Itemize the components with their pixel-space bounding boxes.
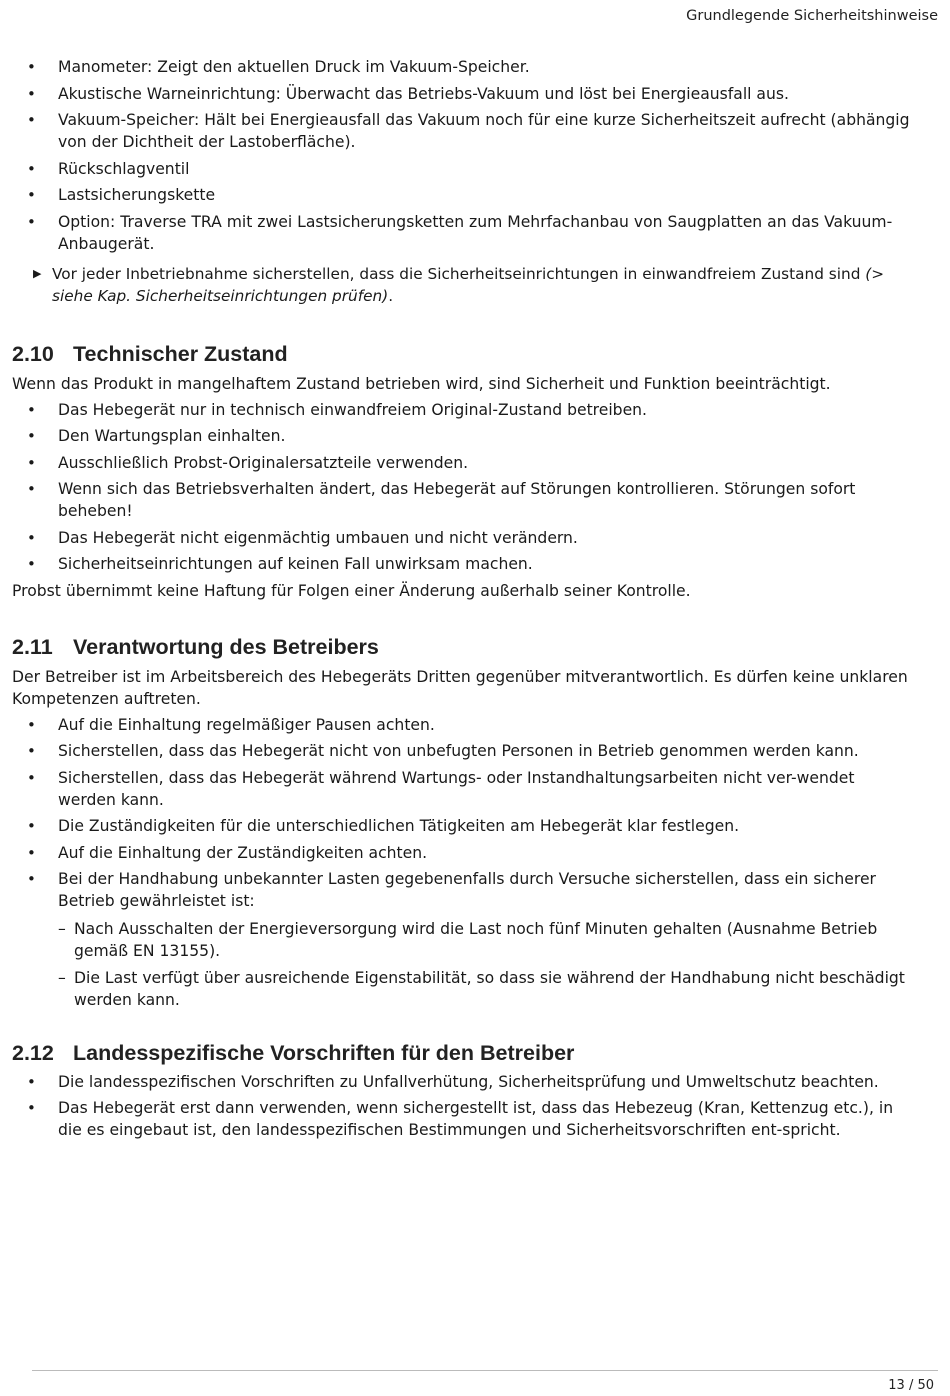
list-item: • Den Wartungsplan einhalten. — [12, 425, 912, 447]
section-heading — [12, 1039, 912, 1067]
chapter-reference-link[interactable]: (> siehe Kap. Sicherheitseinrichtungen prüfen) — [52, 264, 885, 305]
list-item: • Sicherheitseinrichtungen auf keinen Fall unwirksam machen. — [12, 553, 912, 575]
list-item: • Das Hebegerät nur in technisch einwandfreiem Original-Zustand betreiben. — [12, 399, 912, 421]
list-item: • Lastsicherungskette — [12, 184, 912, 206]
list-item: • Rückschlagventil — [12, 158, 912, 180]
list-item: • Manometer: Zeigt den aktuellen Druck im Vakuum-Speicher. — [12, 56, 912, 78]
section-intro: Der Betreiber ist im Arbeitsbereich des Hebegeräts Dritten gegenüber mitverantwortlich. Es dürfen keine unklaren Kompetenzen auftreten. — [12, 667, 908, 708]
list-item: • Akustische Warneinrichtung: Überwacht das Betriebs-Vakuum und löst bei Energieausfall aus. — [12, 83, 912, 105]
section-title: Technischer Zustand — [73, 341, 288, 366]
section-intro: Wenn das Produkt in mangelhaftem Zustand betrieben wird, sind Sicherheit und Funktion beeinträchtigt. — [12, 374, 831, 393]
list-item: • Sicherstellen, dass das Hebegerät während Wartungs- oder Instandhaltungsarbeiten nicht ver-wendet werden kann. — [12, 767, 912, 811]
list-item: • Wenn sich das Betriebsverhalten ändert, das Hebegerät auf Störungen kontrollieren. Störungen sofort beheben! — [12, 478, 912, 522]
section-number: 2.12 — [12, 1040, 54, 1065]
sub-list-item: – Die Last verfügt über ausreichende Eigenstabilität, so dass sie während der Handhabung nicht beschädigt werden kann. — [58, 967, 912, 1011]
list-item: • Option: Traverse TRA mit zwei Lastsicherungsketten zum Mehrfachanbau von Saugplatten an das Vakuum-Anbaugerät. — [12, 211, 912, 255]
triangle-right-icon: ▶ — [33, 266, 42, 280]
list-item-text: Bei der Handhabung unbekannter Lasten gegebenenfalls durch Versuche sicherstellen, dass ein sicherer Betrieb gewährleistet ist: — [58, 870, 876, 910]
section-outro: Probst übernimmt keine Haftung für Folgen einer Änderung außerhalb seiner Kontrolle. — [12, 581, 691, 600]
sub-list-item: – Nach Ausschalten der Energieversorgung wird die Last noch fünf Minuten gehalten (Ausnahme Betrieb gemäß EN 13155). — [58, 918, 912, 962]
sub-list — [58, 918, 912, 1011]
page-header-title: Grundlegende Sicherheitshinweise — [686, 8, 938, 24]
list-item: • Das Hebegerät nicht eigenmächtig umbauen und nicht verändern. — [12, 527, 912, 549]
operator-responsibility-list — [12, 714, 912, 1011]
section-number: 2.11 — [12, 634, 53, 659]
list-item: • Das Hebegerät erst dann verwenden, wenn sichergestellt ist, dass das Hebezeug (Kran, Kettenzug etc.), in die es eingebaut ist, den landesspezifischen Bestimmungen und Sicherheitsvorschriften ent-spricht. — [12, 1097, 912, 1141]
list-item: • Auf die Einhaltung der Zuständigkeiten achten. — [12, 842, 912, 864]
list-item: • Die Zuständigkeiten für die unterschiedlichen Tätigkeiten am Hebegerät klar festlegen. — [12, 815, 912, 837]
section-2-12 — [12, 1039, 912, 1142]
list-item — [12, 868, 912, 1011]
footer-divider — [32, 1370, 938, 1371]
list-item: • Ausschließlich Probst-Originalersatzteile verwenden. — [12, 452, 912, 474]
instruction-step — [12, 263, 912, 307]
section-number: 2.10 — [12, 341, 54, 366]
section-title: Landesspezifische Vorschriften für den Betreiber — [73, 1040, 575, 1065]
list-item: • Die landesspezifischen Vorschriften zu Unfallverhütung, Sicherheitsprüfung und Umweltschutz beachten. — [12, 1071, 912, 1093]
instruction-text: Vor jeder Inbetriebnahme sicherstellen, dass die Sicherheitseinrichtungen in einwandfreiem Zustand sind — [52, 264, 866, 283]
section-title: Verantwortung des Betreibers — [73, 634, 379, 659]
page-number: 13 / 50 — [888, 1378, 934, 1393]
instruction-end: . — [388, 286, 394, 305]
list-item: • Vakuum-Speicher: Hält bei Energieausfall das Vakuum noch für eine kurze Sicherheitszeit aufrecht (abhängig von der Dichtheit der Lastoberfläche). — [12, 109, 912, 153]
section-heading — [12, 633, 912, 661]
country-regulations-list — [12, 1071, 912, 1142]
list-item: • Sicherstellen, dass das Hebegerät nicht von unbefugten Personen in Betrieb genommen werden kann. — [12, 740, 912, 762]
list-item: • Auf die Einhaltung regelmäßiger Pausen achten. — [12, 714, 912, 736]
safety-equipment-list — [12, 56, 912, 255]
section-heading — [12, 340, 912, 368]
technical-condition-list — [12, 399, 912, 576]
document-body — [12, 56, 912, 1146]
section-2-11 — [12, 633, 912, 1011]
section-2-10 — [12, 340, 912, 602]
